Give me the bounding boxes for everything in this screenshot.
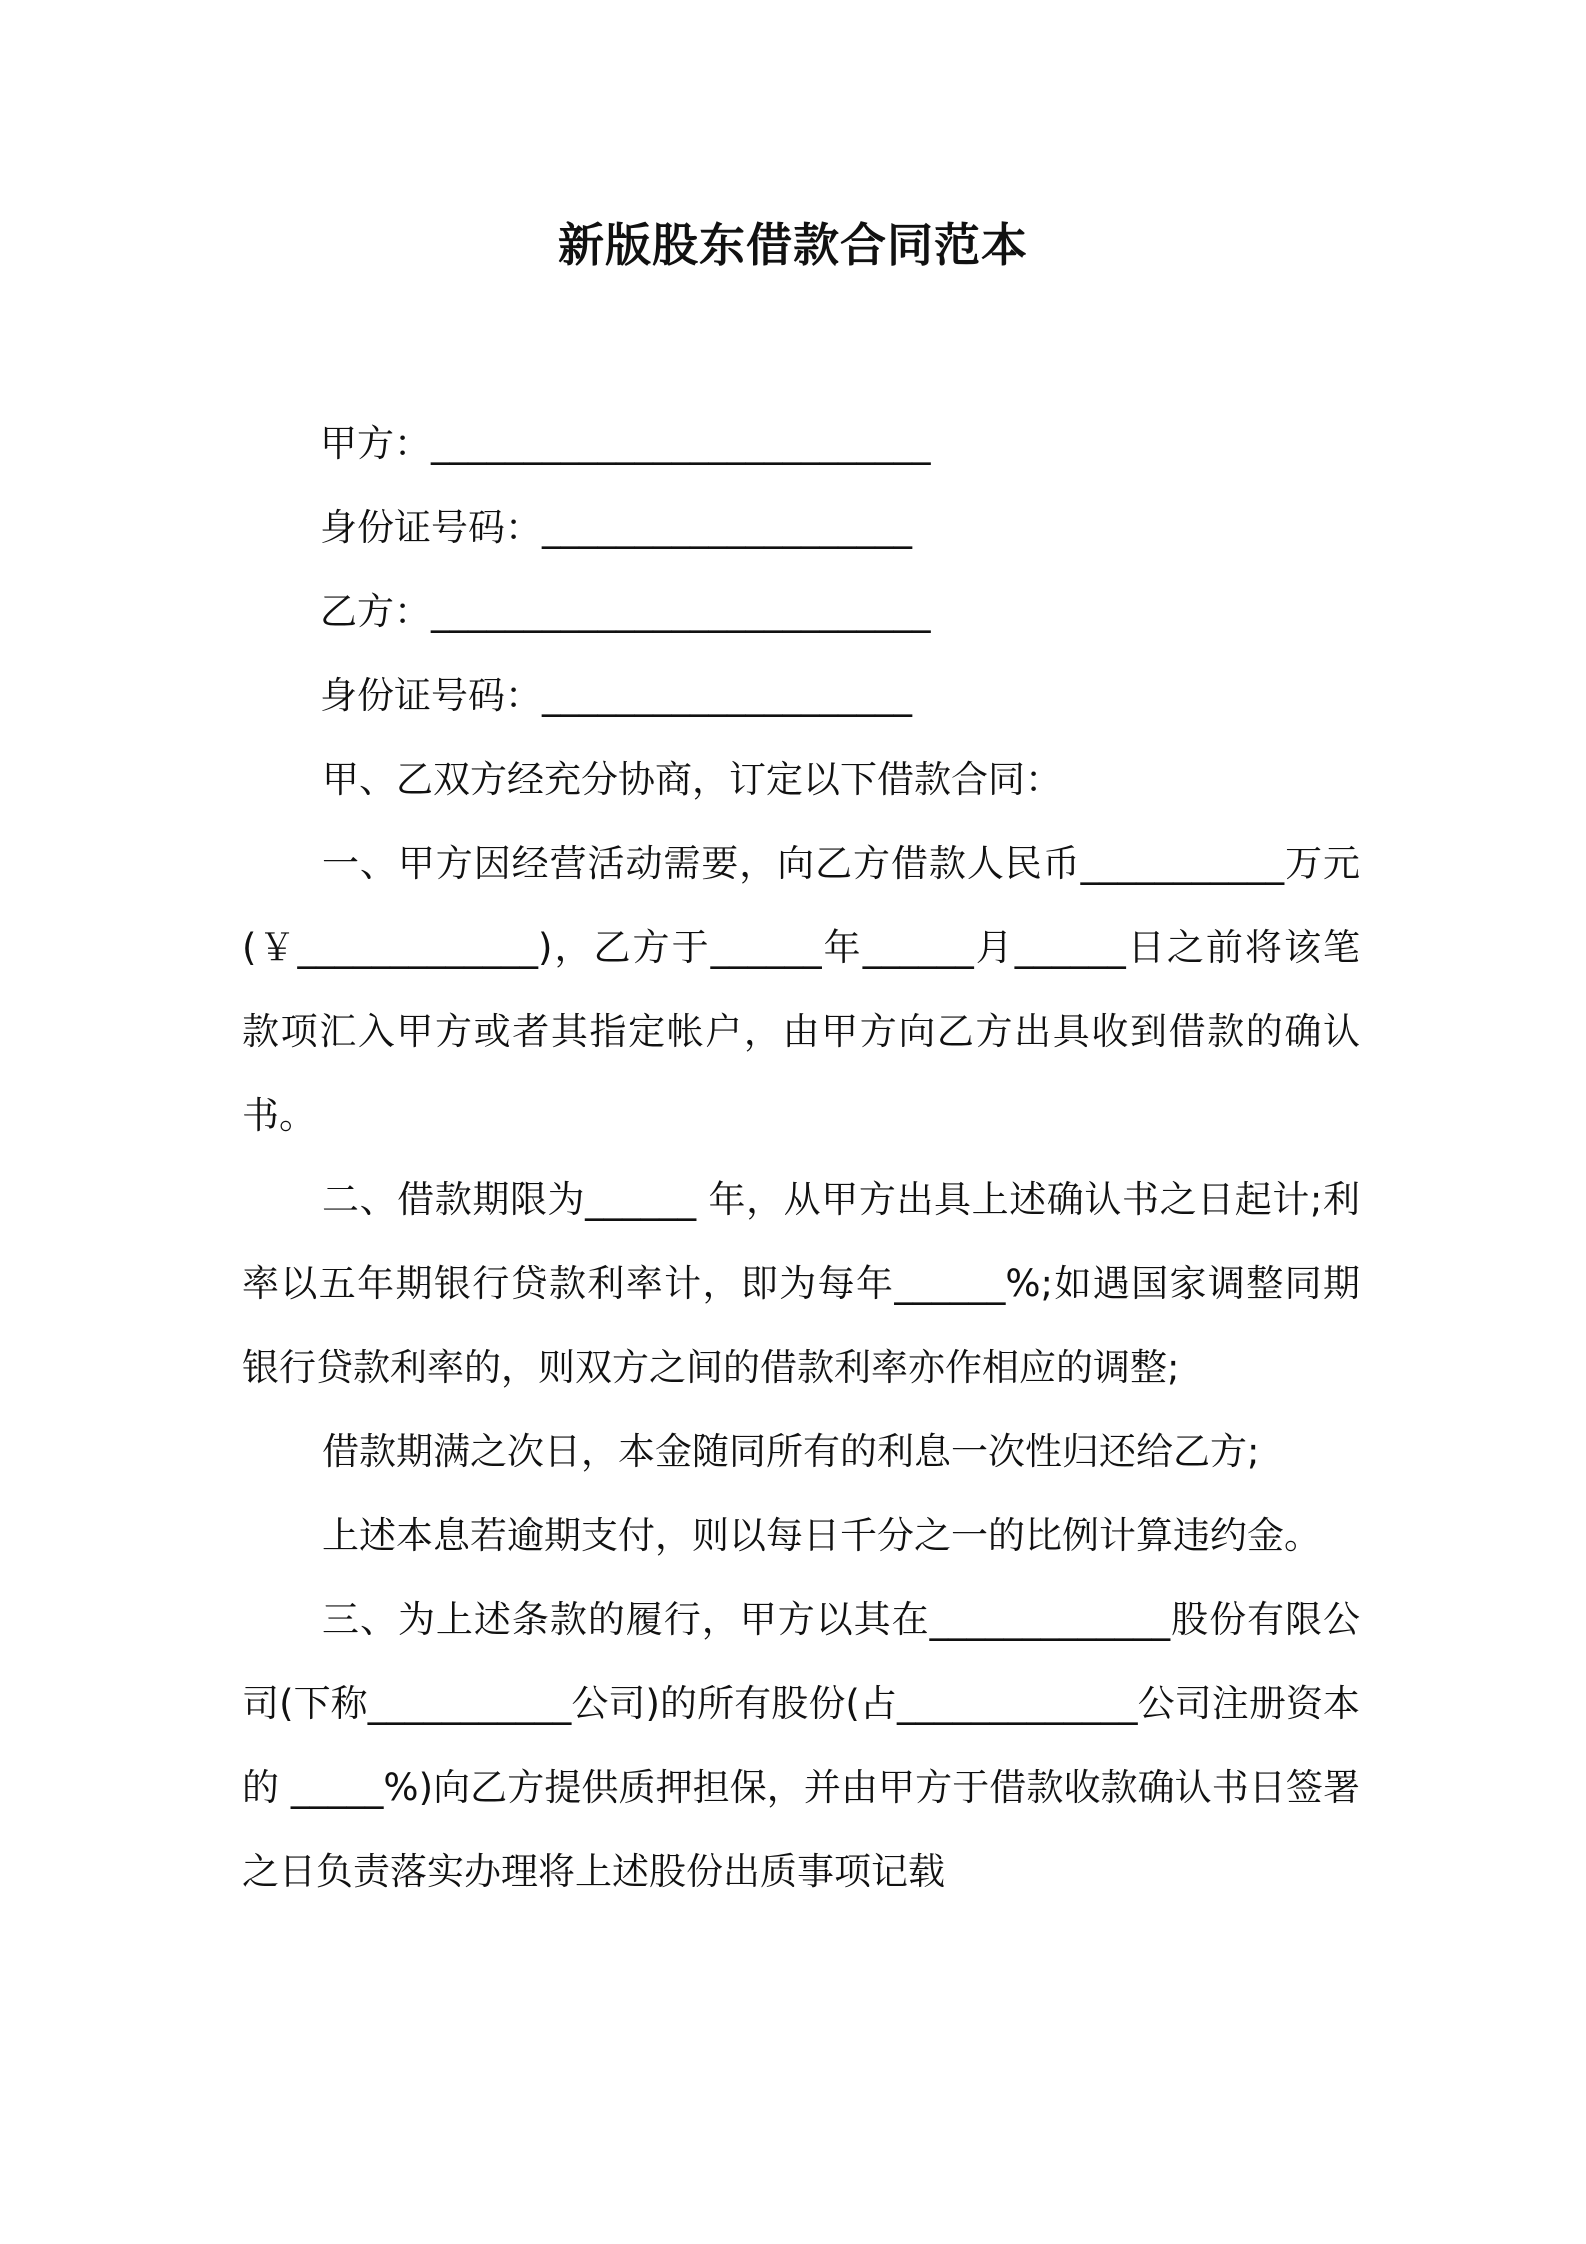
clause-1-paragraph: 一、甲方因经营活动需要，向乙方借款人民币___________万元(￥_____________)，乙方于______年______月______日之前将该笔款项汇入甲方或者其指定帐户，由甲方向乙方出具收到借款的确认书。 <box>242 842 1360 1137</box>
clause-2-paragraph: 二、借款期限为______ 年，从甲方出具上述确认书之日起计;利率以五年期银行贷款利率计，即为每年______%;如遇国家调整同期银行贷款利率的，则双方之间的借款利率亦作相应的调整; <box>242 1178 1360 1389</box>
party-a-line: 甲方：___________________________ <box>320 422 931 465</box>
document-title: 新版股东借款合同范本 <box>558 218 1028 272</box>
clause-3-paragraph: 三、为上述条款的履行，甲方以其在_____________股份有限公司(下称___________公司)的所有股份(占_____________公司注册资本的 _____%)向乙方提供质押担保，并由甲方于借款收款确认书日签署之日负责落实办理将上述股份出质事项记载 <box>242 1598 1360 1893</box>
party-info-list <box>320 402 1360 738</box>
party-a-id-line: 身份证号码：____________________ <box>320 506 912 549</box>
penalty-paragraph: 上述本息若逾期支付，则以每日千分之一的比例计算违约金。 <box>322 1514 1321 1557</box>
party-b-line: 乙方：___________________________ <box>320 590 931 633</box>
party-b-id-line: 身份证号码：____________________ <box>320 674 912 717</box>
repayment-paragraph: 借款期满之次日，本金随同所有的利息一次性归还给乙方; <box>322 1430 1260 1473</box>
contract-intro-paragraph: 甲、乙双方经充分协商，订定以下借款合同： <box>322 758 1062 801</box>
contract-body <box>242 738 1360 1914</box>
